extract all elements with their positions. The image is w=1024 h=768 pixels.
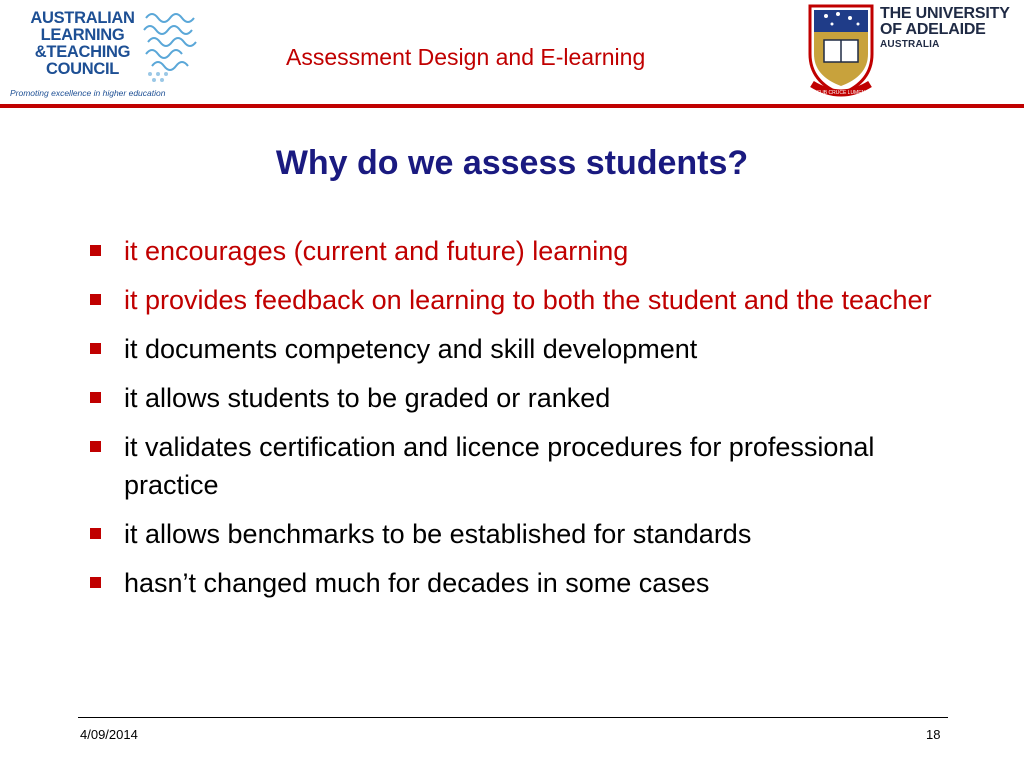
bullet-item xyxy=(86,281,946,319)
bullet-text: it documents competency and skill development xyxy=(124,334,698,364)
bullet-text: it allows benchmarks to be established for standards xyxy=(124,519,752,549)
university-name-line: OF ADELAIDE xyxy=(880,21,986,38)
crest-motto: SUB CRUCE LUMEN xyxy=(816,90,866,96)
crest-icon xyxy=(806,2,876,100)
altc-logo-wordmark xyxy=(10,10,155,78)
altc-logo-line: &TEACHING xyxy=(34,43,131,61)
square-bullet-icon xyxy=(90,294,101,305)
bullet-item xyxy=(86,330,946,368)
footer-divider xyxy=(78,717,948,718)
university-country: AUSTRALIA xyxy=(880,39,940,50)
altc-wave-icon xyxy=(142,8,212,88)
square-bullet-icon xyxy=(90,392,101,403)
bullet-item xyxy=(86,564,946,602)
bullet-text: it encourages (current and future) learning xyxy=(124,236,629,266)
bullet-text: it allows students to be graded or ranked xyxy=(124,383,611,413)
slide-title: Why do we assess students? xyxy=(275,144,749,182)
university-wordmark xyxy=(880,6,1010,52)
header-divider xyxy=(0,104,1024,108)
altc-logo-line: LEARNING xyxy=(40,26,125,44)
square-bullet-icon xyxy=(90,577,101,588)
altc-logo-line: AUSTRALIAN xyxy=(30,9,135,27)
university-name-line: THE UNIVERSITY xyxy=(880,5,1010,22)
header-title: Assessment Design and E-learning xyxy=(286,44,646,70)
bullet-list xyxy=(86,232,946,613)
square-bullet-icon xyxy=(90,441,101,452)
university-logo xyxy=(800,2,1024,102)
altc-tagline: Promoting excellence in higher education xyxy=(10,88,166,98)
bullet-item xyxy=(86,232,946,270)
bullet-item xyxy=(86,428,946,504)
altc-logo xyxy=(2,4,214,100)
bullet-text: hasn’t changed much for decades in some cases xyxy=(124,568,710,598)
bullet-item xyxy=(86,379,946,417)
page-number: 18 xyxy=(926,727,941,742)
square-bullet-icon xyxy=(90,245,101,256)
square-bullet-icon xyxy=(90,528,101,539)
bullet-text: it validates certification and licence procedures for professional practice xyxy=(124,432,875,500)
bullet-text: it provides feedback on learning to both the student and the teacher xyxy=(124,285,932,315)
altc-logo-line: COUNCIL xyxy=(45,60,120,78)
footer-date: 4/09/2014 xyxy=(80,727,138,742)
square-bullet-icon xyxy=(90,343,101,354)
bullet-item xyxy=(86,515,946,553)
